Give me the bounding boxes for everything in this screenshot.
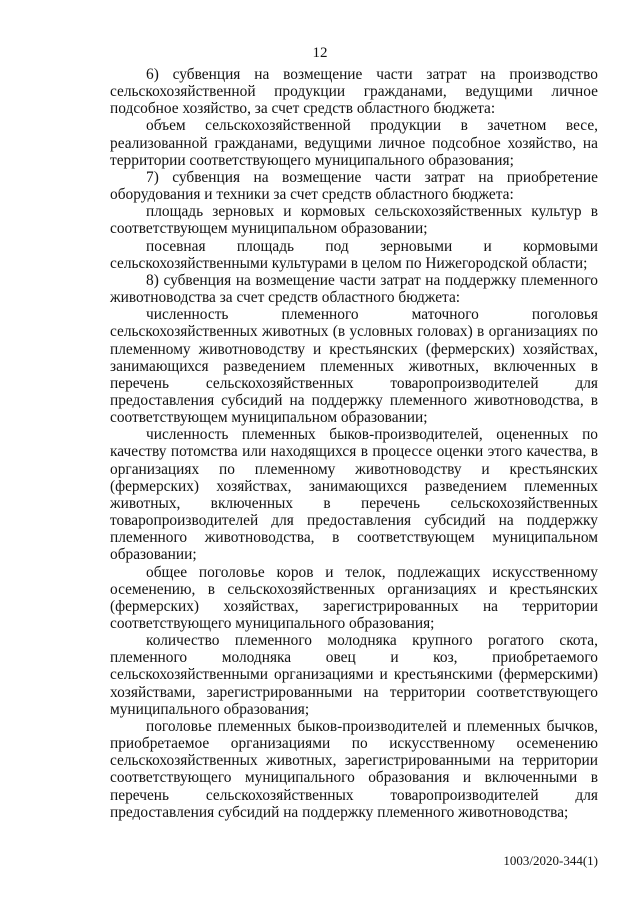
paragraph-item-8-criterion-5: поголовье племенных быков-производителей и племенных бычков, приобретаемое организациями по искусственному осеменению сельскохозяйственных животных, зарегистрированными на территории соответствующего муниципального образования и включенными в перечень сельскохозяйственных товаропроизводителей для предоставления субсидий на поддержку племенного животноводства;	[110, 717, 598, 821]
document-body	[110, 66, 598, 821]
document-number: 1003/2020-344(1)	[503, 853, 598, 868]
paragraph-item-6-criterion: объем сельскохозяйственной продукции в зачетном весе, реализованной гражданами, ведущими личное подсобное хозяйство, на территории соответствующего муниципального образования;	[110, 117, 598, 169]
paragraph-item-8: 8) субвенция на возмещение части затрат на поддержку племенного животноводства за счет средств областного бюджета:	[110, 271, 598, 307]
paragraph-item-7-criterion-2: посевная площадь под зерновыми и кормовыми сельскохозяйственными культурами в целом по Нижегородской области;	[110, 237, 598, 272]
paragraph-item-8-criterion-1: численность племенного маточного поголовья сельскохозяйственных животных (в условных головах) в организациях по племенному животноводству и крестьянских (фермерских) хозяйствах, занимающихся разведением племенных животных, включенных в перечень сельскохозяйственных товаропроизводителей для предоставления субсидий на поддержку племенного животноводства, в соответствующем муниципальном образовании;	[110, 306, 598, 427]
page-number: 12	[312, 45, 328, 61]
paragraph-item-8-criterion-4: количество племенного молодняка крупного рогатого скота, племенного молодняка овец и коз, приобретаемого сельскохозяйственными организациями и крестьянскими (фермерскими) хозяйствами, зарегистрированными на территории соответствующего муниципального образования;	[110, 632, 598, 718]
paragraph-item-6: 6) субвенция на возмещение части затрат на производство сельскохозяйственной продукции гражданами, ведущими личное подсобное хозяйство, за счет средств областного бюджета:	[110, 66, 598, 118]
paragraph-item-7: 7) субвенция на возмещение части затрат на приобретение оборудования и техники за счет средств областного бюджета:	[110, 168, 598, 204]
paragraph-item-8-criterion-2: численность племенных быков-производителей, оцененных по качеству потомства или находящихся в процессе оценки этого качества, в организациях по племенному животноводству и крестьянских (фермерских) хозяйствах, занимающихся разведением племенных животных, включенных в перечень сельскохозяйственных товаропроизводителей для предоставления субсидий на поддержку племенного животноводства, в соответствующем муниципальном образовании;	[110, 426, 598, 564]
paragraph-item-8-criterion-3: общее поголовье коров и телок, подлежащих искусственному осеменению, в сельскохозяйственных организациях и крестьянских (фермерских) хозяйствах, зарегистрированных на территории соответствующего муниципального образования;	[110, 563, 598, 632]
paragraph-item-7-criterion-1: площадь зерновых и кормовых сельскохозяйственных культур в соответствующем муниципальном образовании;	[110, 203, 598, 238]
